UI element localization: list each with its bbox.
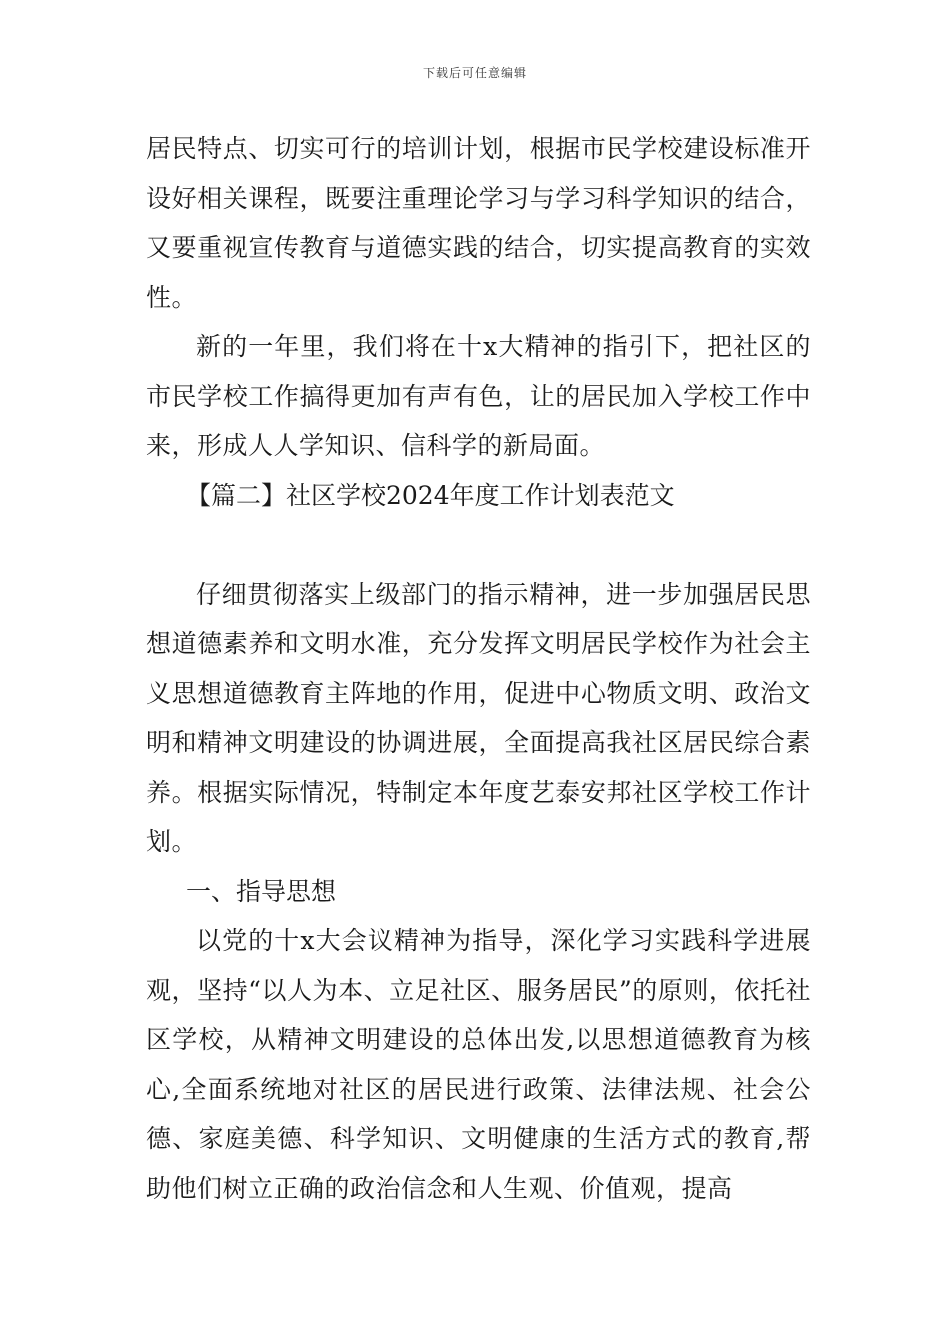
section-title-part-two: 【篇二】社区学校2024年度工作计划表范文 [186,480,675,510]
heading-guiding-ideology: 一、指导思想 [186,876,337,906]
page-header: 下载后可任意编辑 [422,66,527,80]
paragraph-guiding-ideology: 以党的十x大会议精神为指导，深化学习实践科学进展观，坚持“以人为本、立足社区、服务居民”的原则，依托社区学校，从精神文明建设的总体出发,以思想道德教育为核心,全面系统地对社区的居民进行政策、法律法规、社会公德、家庭美德、科学知识、文明健康的生活方式的教育,帮助他们树立正确的政治信念和人生观、价值观，提高 [146,926,811,1203]
paragraph-new-year: 新的一年里，我们将在十x大精神的指引下，把社区的市民学校工作搞得更加有声有色，让的居民加入学校工作中来，形成人人学知识、信科学的新局面。 [146,332,811,460]
paragraph-intro: 仔细贯彻落实上级部门的指示精神，进一步加强居民思想道德素养和文明水准，充分发挥文明居民学校作为社会主义思想道德教育主阵地的作用，促进中心物质文明、政治文明和精神文明建设的协调进展，全面提高我社区居民综合素养。根据实际情况，特制定本年度艺泰安邦社区学校工作计划。 [146,579,811,856]
blank-line [146,520,811,570]
document-body [146,124,811,1213]
paragraph-continuation: 居民特点、切实可行的培训计划，根据市民学校建设标准开设好相关课程，既要注重理论学习与学习科学知识的结合，又要重视宣传教育与道德实践的结合，切实提高教育的实效性。 [146,134,811,312]
